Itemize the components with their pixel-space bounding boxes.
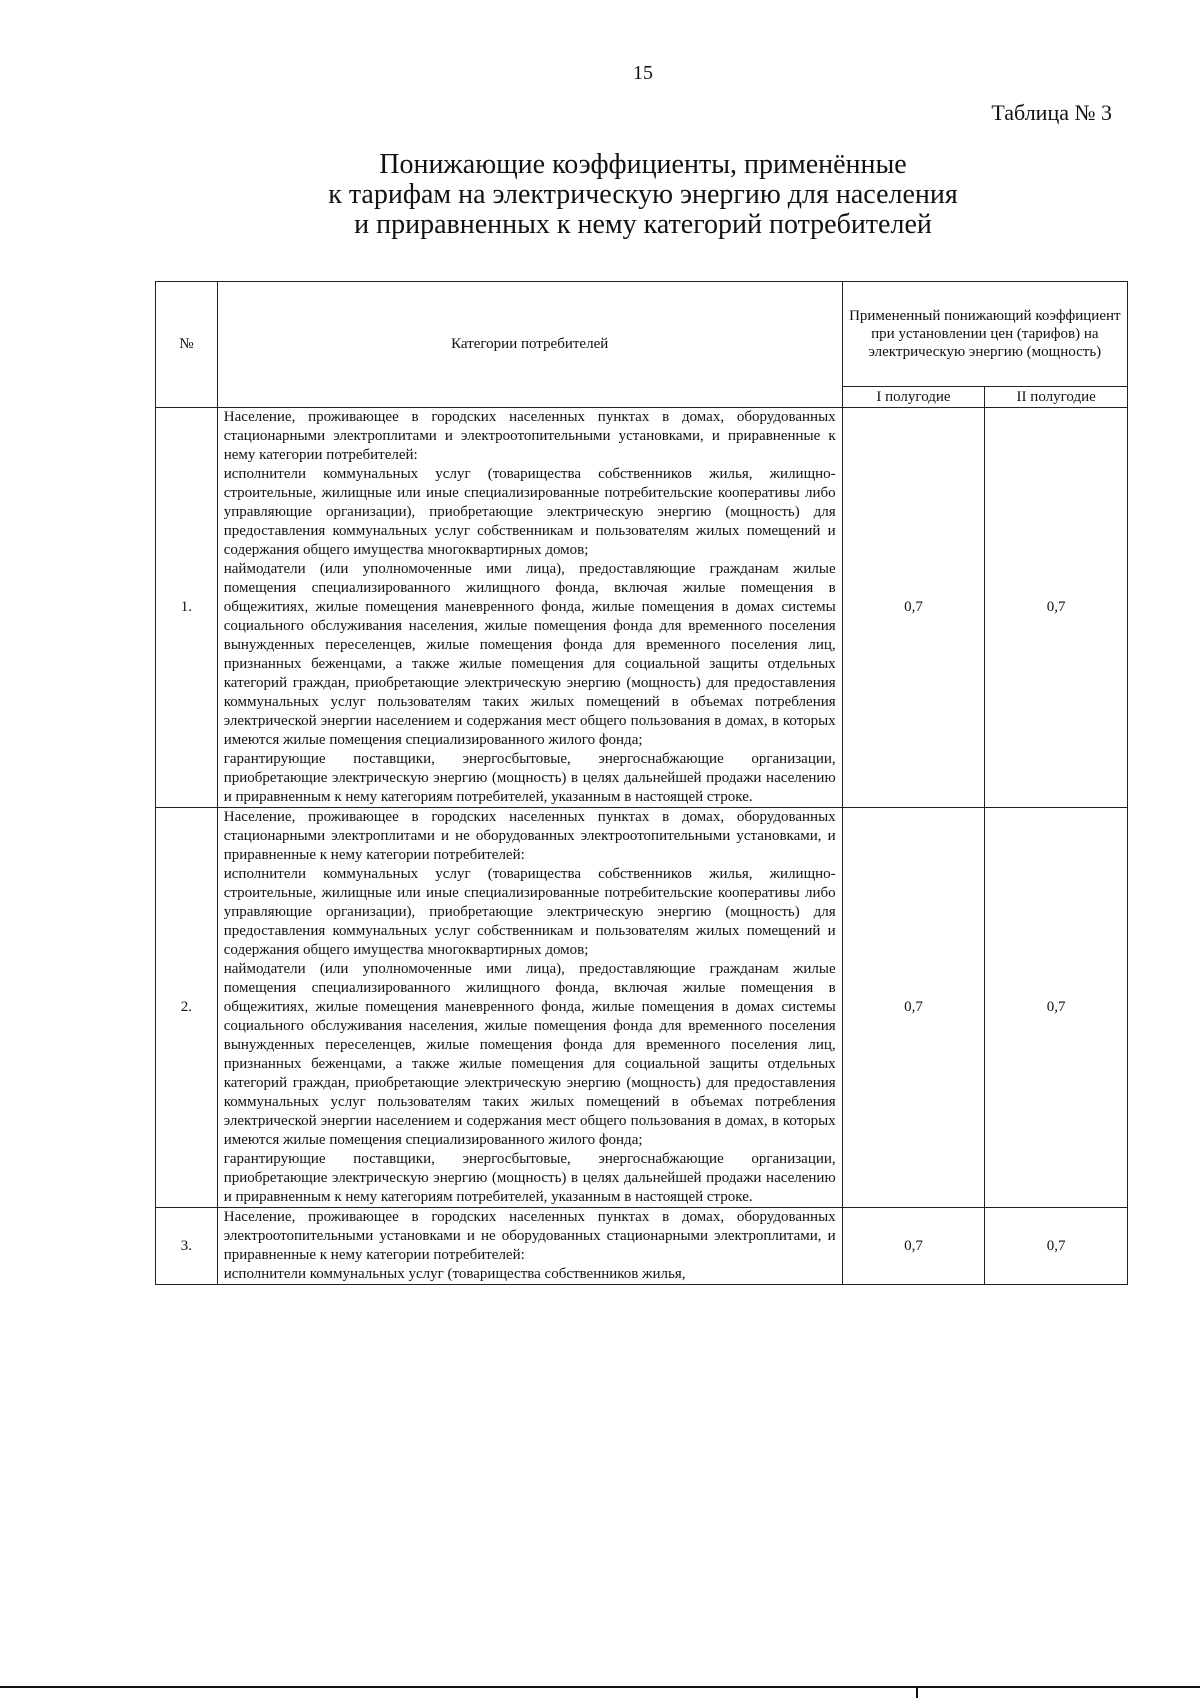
- row-number: 3.: [156, 1208, 218, 1285]
- row-coef-half-1: 0,7: [842, 808, 985, 1208]
- document-title: [0, 150, 1200, 240]
- row-number: 1.: [156, 408, 218, 808]
- page-bottom-rule: [0, 1686, 1200, 1688]
- header-category: Категории потребителей: [217, 282, 842, 408]
- category-paragraph: гарантирующие поставщики, энергосбытовые, энергоснабжающие организации, приобретающие электрическую энергию (мощность) в целях дальнейшей продажи населению и приравненным к нему категориям потребителей, указанным в настоящей строке.: [223, 1151, 836, 1205]
- category-paragraph: исполнители коммунальных услуг (товарищества собственников жилья,: [223, 1266, 686, 1282]
- row-coef-half-1: 0,7: [842, 408, 985, 808]
- title-line: Понижающие коэффициенты, применённые: [379, 149, 907, 180]
- category-paragraph: исполнители коммунальных услуг (товарищества собственников жилья, жилищно-строительные, жилищные или иные специализированные потребительские кооперативы либо управляющие организации), приобретающие электрическую энергию (мощность) для предоставления коммунальных услуг собственникам и пользователям жилых помещений и содержания общего имущества многоквартирных домов;: [223, 466, 836, 558]
- row-category: [217, 1208, 842, 1285]
- coefficients-table: [155, 281, 1128, 1285]
- table-row: [156, 808, 1128, 1208]
- row-category: [217, 808, 842, 1208]
- category-paragraph: Население, проживающее в городских населенных пунктах в домах, оборудованных электроотопительными установками и не оборудованных стационарными электроплитами, и приравненные к нему категории потребителей:: [223, 1209, 836, 1263]
- page-bottom-tick: [916, 1686, 918, 1698]
- category-paragraph: Население, проживающее в городских населенных пунктах в домах, оборудованных стационарными электроплитами и не оборудованных электроотопительными установками, и приравненные к нему категории потребителей:: [223, 809, 836, 863]
- category-paragraph: наймодатели (или уполномоченные ими лица), предоставляющие гражданам жилые помещения специализированного жилищного фонда, включая жилые помещения в общежитиях, жилые помещения маневренного фонда, жилые помещения в домах системы социального обслуживания населения, жилые помещения фонда для временного поселения вынужденных переселенцев, жилые помещения фонда для временного поселения лиц, признанных беженцами, а также жилые помещения для социальной защиты отдельных категорий граждан, приобретающие электрическую энергию (мощность) для предоставления коммунальных услуг пользователям таких жилых помещений в объемах потребления электрической энергии населением и содержания мест общего пользования в домах, в которых имеются жилые помещения специализированного жилого фонда;: [223, 961, 836, 1148]
- row-coef-half-2: 0,7: [985, 1208, 1128, 1285]
- title-line: и приравненных к нему категорий потребителей: [354, 209, 932, 240]
- title-line: к тарифам на электрическую энергию для населения: [328, 179, 958, 210]
- category-paragraph: гарантирующие поставщики, энергосбытовые, энергоснабжающие организации, приобретающие электрическую энергию (мощность) в целях дальнейшей продажи населению и приравненным к нему категориям потребителей, указанным в настоящей строке.: [223, 751, 836, 805]
- table-row: [156, 408, 1128, 808]
- header-number: №: [156, 282, 218, 408]
- header-coefficient: Примененный понижающий коэффициент при установлении цен (тарифов) на электрическую энергию (мощность): [842, 282, 1127, 387]
- row-category: [217, 408, 842, 808]
- category-paragraph: исполнители коммунальных услуг (товарищества собственников жилья, жилищно-строительные, жилищные или иные специализированные потребительские кооперативы либо управляющие организации), приобретающие электрическую энергию (мощность) для предоставления коммунальных услуг собственникам и пользователям жилых помещений и содержания общего имущества многоквартирных домов;: [223, 866, 836, 958]
- table-row: [156, 1208, 1128, 1285]
- page-number: 15: [633, 62, 653, 84]
- row-coef-half-1: 0,7: [842, 1208, 985, 1285]
- table-label: Таблица № 3: [991, 100, 1112, 125]
- header-half-2: II полугодие: [985, 387, 1128, 408]
- category-paragraph: Население, проживающее в городских населенных пунктах в домах, оборудованных стационарными электроплитами и электроотопительными установками, и приравненные к нему категории потребителей:: [223, 409, 836, 463]
- header-half-1: I полугодие: [842, 387, 985, 408]
- category-paragraph: наймодатели (или уполномоченные ими лица), предоставляющие гражданам жилые помещения специализированного жилищного фонда, включая жилые помещения в общежитиях, жилые помещения маневренного фонда, жилые помещения в домах системы социального обслуживания населения, жилые помещения фонда для временного поселения вынужденных переселенцев, жилые помещения фонда для временного поселения лиц, признанных беженцами, а также жилые помещения для социальной защиты отдельных категорий граждан, приобретающие электрическую энергию (мощность) для предоставления коммунальных услуг пользователям таких жилых помещений в объемах потребления электрической энергии населением и содержания мест общего пользования в домах, в которых имеются жилые помещения специализированного жилого фонда;: [223, 561, 836, 748]
- row-coef-half-2: 0,7: [985, 408, 1128, 808]
- row-coef-half-2: 0,7: [985, 808, 1128, 1208]
- row-number: 2.: [156, 808, 218, 1208]
